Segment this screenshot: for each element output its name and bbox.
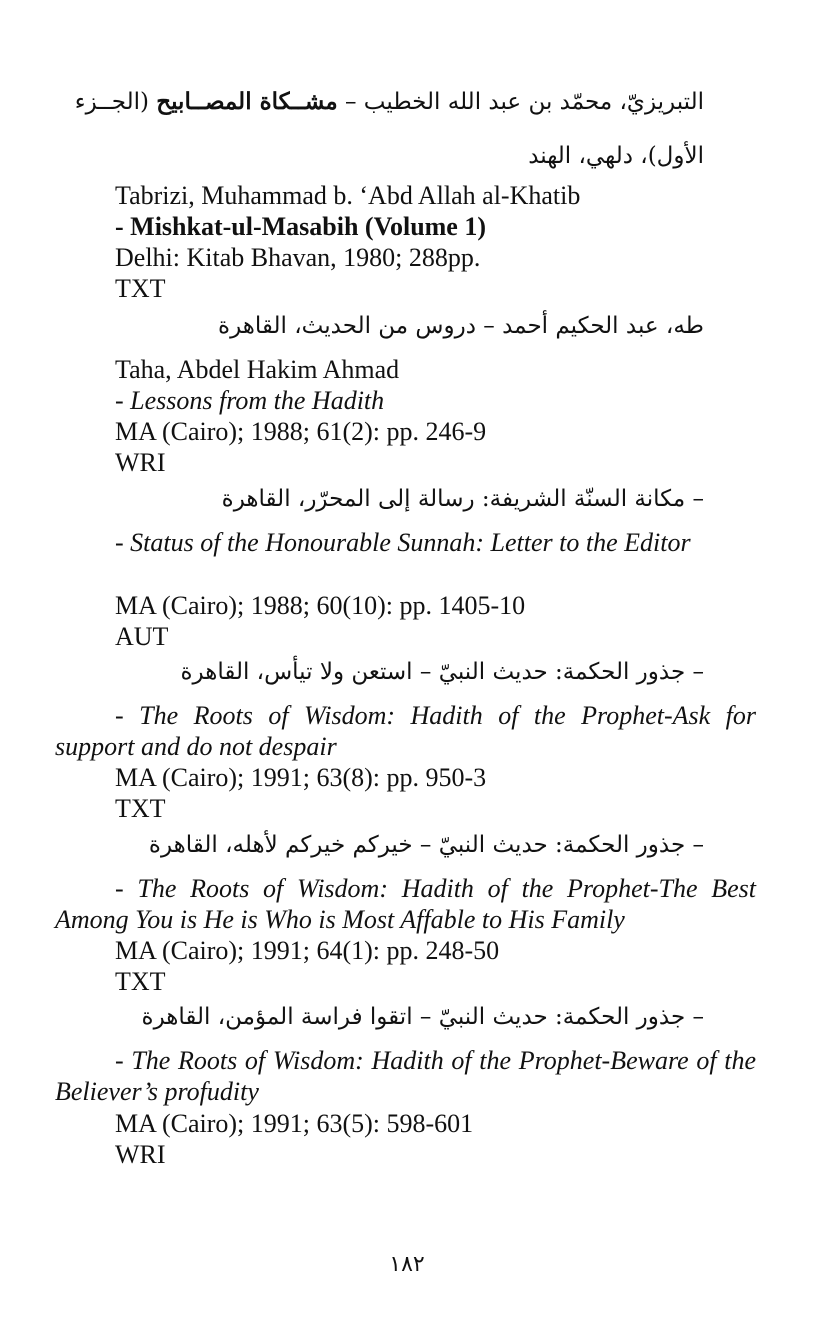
entry-4-arabic: – جذور الحكمة: حديث النبيّ – استعن ولا تيأس، القاهرة bbox=[180, 659, 704, 685]
entry-1-arabic-pre: التبريزيّ، محمّد بن عبد الله الخطيب – bbox=[337, 89, 704, 115]
page-number: ١٨٢ bbox=[389, 1252, 425, 1277]
entry-6-arabic: – جذور الحكمة: حديث النبيّ – اتقوا فراسة المؤمن، القاهرة bbox=[141, 1004, 704, 1030]
entry-2-author: Taha, Abdel Hakim Ahmad bbox=[115, 355, 400, 384]
entry-1-title: - Mishkat-ul-Masabih (Volume 1) bbox=[115, 212, 487, 241]
entry-1-arabic-post: (الجــزء bbox=[74, 89, 157, 115]
entry-5-publication: MA (Cairo); 1991; 64(1): pp. 248-50 bbox=[115, 936, 500, 965]
entry-4-title: - The Roots of Wisdom: Hadith of the Prophet-Ask for support and do not despair bbox=[55, 701, 756, 761]
entry-4-code: TXT bbox=[115, 794, 166, 823]
entry-6-publication: MA (Cairo); 1991; 63(5): 598-601 bbox=[115, 1109, 474, 1138]
entry-5-title: - The Roots of Wisdom: Hadith of the Prophet-The Best Among You is He is Who is Most Affable to His Family bbox=[55, 874, 756, 934]
entry-2-arabic: طه، عبد الحكيم أحمد – دروس من الحديث، القاهرة bbox=[218, 313, 704, 339]
entry-4-publication: MA (Cairo); 1991; 63(8): pp. 950-3 bbox=[115, 763, 487, 792]
entry-6-title: - The Roots of Wisdom: Hadith of the Prophet-Beware of the Believer’s profudity bbox=[55, 1046, 756, 1106]
entry-5-arabic: – جذور الحكمة: حديث النبيّ – خيركم خيركم لأهله، القاهرة bbox=[148, 832, 704, 858]
entry-2-publication: MA (Cairo); 1988; 61(2): pp. 246-9 bbox=[115, 417, 487, 446]
entry-3-publication: MA (Cairo); 1988; 60(10): pp. 1405-10 bbox=[115, 591, 526, 620]
entry-3-title: - Status of the Honourable Sunnah: Letter to the Editor bbox=[115, 528, 691, 557]
entry-2-code: WRI bbox=[115, 448, 166, 477]
entry-1-arabic-bold-title: مشــكاة المصــابيح bbox=[156, 88, 338, 115]
entry-1-code: TXT bbox=[115, 274, 166, 303]
entry-5-code: TXT bbox=[115, 967, 166, 996]
entry-3-arabic: – مكانة السنّة الشريفة: رسالة إلى المحرّر، القاهرة bbox=[221, 486, 704, 512]
entry-1-arabic-line2: الأول)، دلهي، الهند bbox=[528, 143, 704, 169]
entry-1-author: Tabrizi, Muhammad b. ‘Abd Allah al-Khatib bbox=[115, 181, 581, 210]
entry-3-code: AUT bbox=[115, 622, 169, 651]
entry-2-title: - Lessons from the Hadith bbox=[115, 386, 385, 415]
entry-1-publication: Delhi: Kitab Bhavan, 1980; 288pp. bbox=[115, 243, 481, 272]
entry-1-arabic-heading bbox=[74, 88, 704, 115]
entry-6-code: WRI bbox=[115, 1140, 166, 1169]
